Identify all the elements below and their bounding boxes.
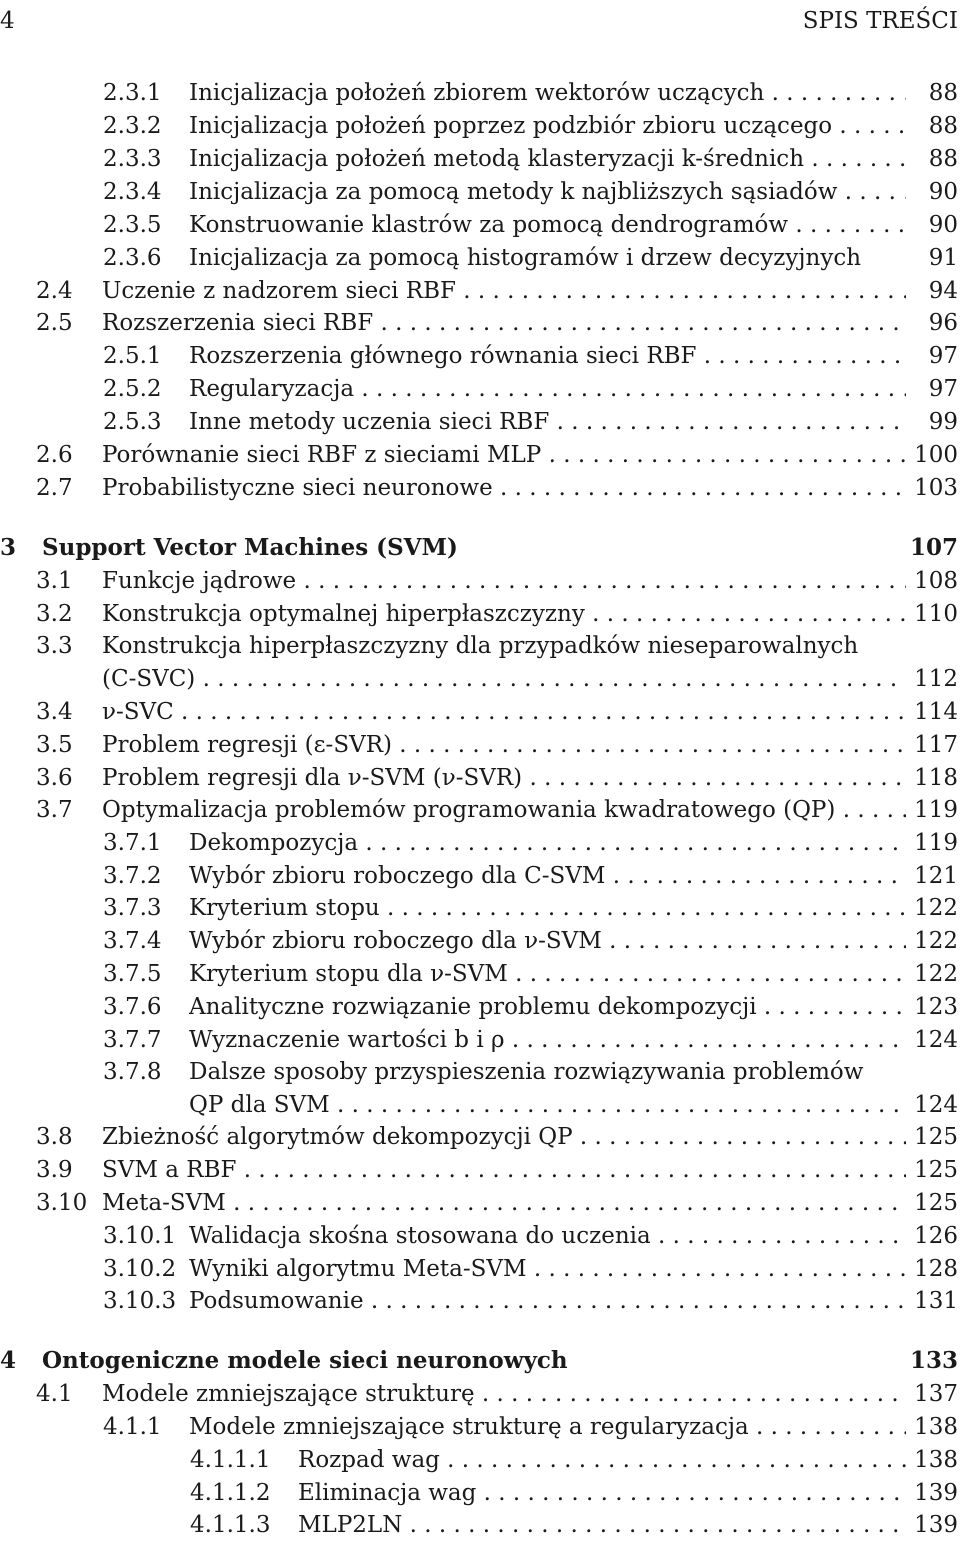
toc-entry-number: 3.7.5 xyxy=(103,961,162,987)
toc-entry-page: 88 xyxy=(928,146,958,172)
toc-entry-title: Rozszerzenia głównego równania sieci RBF . . . xyxy=(189,340,906,372)
toc-entry-title: Dalsze sposoby przyspieszenia rozwiązywania problemów xyxy=(189,1059,864,1085)
toc-entry[interactable] xyxy=(103,406,958,438)
toc-entry[interactable] xyxy=(190,1477,958,1509)
toc-entry-page: 100 xyxy=(914,442,958,468)
page-number: 4 xyxy=(0,8,15,34)
toc-entry-number: 2.3.2 xyxy=(103,113,162,139)
toc-entry[interactable] xyxy=(36,696,958,728)
toc-entry-title: Probabilistyczne sieci neuronowe . . . xyxy=(102,472,906,504)
toc-entry[interactable] xyxy=(103,340,958,372)
toc-entry-title: Dekompozycja . . . xyxy=(189,827,906,859)
toc-entry[interactable] xyxy=(103,209,958,241)
toc-entry[interactable] xyxy=(190,1509,958,1541)
toc-entry-number: 4.1.1 xyxy=(103,1414,162,1440)
toc-entry[interactable] xyxy=(103,110,958,142)
toc-entry-number: 3.7 xyxy=(36,797,73,823)
toc-entry[interactable] xyxy=(190,1444,958,1476)
toc-entry-title: Rozszerzenia sieci RBF . . . xyxy=(102,307,906,339)
toc-entry-title: Wyznaczenie wartości b i ρ . . . xyxy=(189,1024,906,1056)
toc-entry-page: 90 xyxy=(928,212,958,238)
toc-entry[interactable] xyxy=(103,143,958,175)
toc-entry-number: 2.3.4 xyxy=(103,179,162,205)
toc-entry-page: 139 xyxy=(914,1480,958,1506)
running-title: SPIS TREŚCI xyxy=(802,8,958,34)
toc-entry-page: 131 xyxy=(914,1288,958,1314)
toc-entry[interactable] xyxy=(36,1187,958,1219)
toc-entry-number: 3.7.7 xyxy=(103,1027,162,1053)
toc-entry[interactable] xyxy=(36,439,958,471)
toc-entry-title: Regularyzacja . . . xyxy=(189,373,906,405)
toc-entry-page: 91 xyxy=(928,245,958,271)
toc-entry-title: Konstrukcja hiperpłaszczyzny dla przypadków nieseparowalnych xyxy=(102,633,859,659)
toc-entry-number: 4.1.1.1 xyxy=(190,1447,271,1473)
toc-entry-title: Funkcje jądrowe . . . xyxy=(102,565,906,597)
toc-entry-title: MLP2LN . . . xyxy=(298,1509,906,1541)
toc-entry[interactable] xyxy=(103,1411,958,1443)
toc-entry[interactable] xyxy=(36,794,958,826)
toc-entry-page: 125 xyxy=(914,1124,958,1150)
toc-entry-number: 3.7.1 xyxy=(103,830,162,856)
toc-entry[interactable] xyxy=(103,827,958,859)
toc-entry-title: Eliminacja wag . . . xyxy=(298,1477,906,1509)
toc-entry-number: 3.5 xyxy=(36,732,73,758)
toc-entry-page: 97 xyxy=(928,343,958,369)
toc-entry-page: 125 xyxy=(914,1190,958,1216)
toc-entry-number: 2.3.6 xyxy=(103,245,162,271)
toc-entry[interactable] xyxy=(103,1056,958,1088)
toc-entry[interactable] xyxy=(103,176,958,208)
toc-entry-title: Inicjalizacja za pomocą metody k najbliższych sąsiadów . . . xyxy=(189,176,906,208)
toc-entry-page: 97 xyxy=(928,376,958,402)
toc-entry-title: Ontogeniczne modele sieci neuronowych xyxy=(42,1347,568,1374)
toc-entry-number: 3.7.8 xyxy=(103,1059,162,1085)
toc-entry-title: Modele zmniejszające strukturę . . . xyxy=(102,1378,906,1410)
toc-entry-page: 108 xyxy=(914,568,958,594)
toc-entry-page: 138 xyxy=(914,1414,958,1440)
toc-entry[interactable] xyxy=(103,958,958,990)
toc-entry-title: SVM a RBF . . . xyxy=(102,1154,906,1186)
toc-entry-page: 121 xyxy=(914,863,958,889)
toc-entry-title: Porównanie sieci RBF z sieciami MLP . . . xyxy=(102,439,906,471)
toc-entry-page: 122 xyxy=(914,928,958,954)
toc-entry-number: 3.10 xyxy=(36,1190,88,1216)
toc-entry-number: 2.4 xyxy=(36,278,73,304)
toc-entry-title: Kryterium stopu dla ν-SVM . . . xyxy=(189,958,906,990)
toc-entry-number: 3.8 xyxy=(36,1124,73,1150)
toc-entry-page: 88 xyxy=(928,80,958,106)
toc-entry-page: 138 xyxy=(914,1447,958,1473)
toc-entry[interactable] xyxy=(36,307,958,339)
toc-entry-title: Inne metody uczenia sieci RBF . . . xyxy=(189,406,906,438)
toc-entry-page: 94 xyxy=(928,278,958,304)
toc-entry[interactable] xyxy=(103,1220,958,1252)
toc-entry[interactable] xyxy=(103,991,958,1023)
toc-entry[interactable] xyxy=(103,1253,958,1285)
toc-entry-number: 3.7.3 xyxy=(103,895,162,921)
toc-entry-title: Modele zmniejszające strukturę a regularyzacja . . . xyxy=(189,1411,906,1443)
toc-entry-title: (C-SVC) . . . xyxy=(102,663,906,695)
toc-entry-number: 2.3.1 xyxy=(103,80,162,106)
toc-entry-number: 3.6 xyxy=(36,765,73,791)
toc-entry[interactable] xyxy=(103,892,958,924)
toc-entry-number: 2.5.3 xyxy=(103,409,162,435)
toc-entry-title: Zbieżność algorytmów dekompozycji QP . . . xyxy=(102,1121,906,1153)
toc-entry-number: 2.3.5 xyxy=(103,212,162,238)
toc-entry-number: 2.6 xyxy=(36,442,73,468)
toc-entry-title: Analityczne rozwiązanie problemu dekompozycji . . . xyxy=(189,991,906,1023)
toc-entry[interactable] xyxy=(36,598,958,630)
toc-entry[interactable] xyxy=(103,1089,958,1121)
toc-entry[interactable] xyxy=(36,1154,958,1186)
toc-entry-number: 2.3.3 xyxy=(103,146,162,172)
toc-entry-page: 122 xyxy=(914,895,958,921)
toc-entry[interactable] xyxy=(36,762,958,794)
toc-entry-page: 137 xyxy=(914,1381,958,1407)
toc-entry-title: Wybór zbioru roboczego dla C-SVM . . . xyxy=(189,860,906,892)
toc-entry-page: 96 xyxy=(928,310,958,336)
toc-entry-title: Rozpad wag . . . xyxy=(298,1444,906,1476)
toc-chapter[interactable] xyxy=(0,1345,958,1377)
toc-entry-page: 124 xyxy=(914,1092,958,1118)
toc-entry[interactable] xyxy=(36,472,958,504)
toc-entry-number: 3.7.6 xyxy=(103,994,162,1020)
toc-entry[interactable] xyxy=(36,630,958,662)
toc-entry-number: 4 xyxy=(0,1347,17,1374)
toc-entry-page: 119 xyxy=(914,830,958,856)
toc-entry-number: 3 xyxy=(0,534,17,561)
toc-entry[interactable] xyxy=(36,663,958,695)
toc-entry-number: 3.7.2 xyxy=(103,863,162,889)
toc-entry-title: Inicjalizacja za pomocą histogramów i drzew decyzyjnych xyxy=(189,245,862,271)
toc-entry-title: Problem regresji dla ν-SVM (ν-SVR) . . . xyxy=(102,762,906,794)
toc-entry-number: 3.4 xyxy=(36,699,73,725)
toc-entry-page: 117 xyxy=(914,732,958,758)
toc-entry-title: Inicjalizacja położeń poprzez podzbiór zbioru uczącego . . . xyxy=(189,110,906,142)
toc-entry-number: 2.5.2 xyxy=(103,376,162,402)
toc-entry-page: 125 xyxy=(914,1157,958,1183)
toc-entry-number: 3.3 xyxy=(36,633,73,659)
toc-entry-title: Walidacja skośna stosowana do uczenia . . . xyxy=(189,1220,906,1252)
toc-entry-number: 2.5 xyxy=(36,310,73,336)
toc-entry[interactable] xyxy=(103,242,958,274)
toc-entry-title: Konstrukcja optymalnej hiperpłaszczyzny . . . xyxy=(102,598,906,630)
toc-entry-page: 119 xyxy=(914,797,958,823)
toc-entry-page: 139 xyxy=(914,1512,958,1538)
toc-entry-number: 3.2 xyxy=(36,601,73,627)
toc-entry-title: Podsumowanie . . . xyxy=(189,1285,906,1317)
toc-entry-page: 90 xyxy=(928,179,958,205)
toc-entry-title: Kryterium stopu . . . xyxy=(189,892,906,924)
toc-entry-title: ν-SVC . . . xyxy=(102,696,906,728)
toc-entry-page: 123 xyxy=(914,994,958,1020)
toc-entry-title: Wybór zbioru roboczego dla ν-SVM . . . xyxy=(189,925,906,957)
toc-chapter[interactable] xyxy=(0,532,958,564)
toc-entry-title: Problem regresji (ε-SVR) . . . xyxy=(102,729,906,761)
toc-entry[interactable] xyxy=(103,77,958,109)
toc-entry-page: 126 xyxy=(914,1223,958,1249)
toc-entry[interactable] xyxy=(103,1024,958,1056)
toc-entry-title: QP dla SVM . . . xyxy=(189,1089,906,1121)
toc-entry-page: 128 xyxy=(914,1256,958,1282)
toc-entry-number: 2.7 xyxy=(36,475,73,501)
toc-entry-number: 4.1.1.2 xyxy=(190,1480,271,1506)
toc-entry-number: 4.1 xyxy=(36,1381,73,1407)
toc-entry-page: 122 xyxy=(914,961,958,987)
toc-entry-page: 124 xyxy=(914,1027,958,1053)
toc-entry-number: 2.5.1 xyxy=(103,343,162,369)
toc-entry[interactable] xyxy=(103,860,958,892)
toc-entry-title: Support Vector Machines (SVM) xyxy=(42,534,458,561)
toc-entry-page: 88 xyxy=(928,113,958,139)
toc-entry[interactable] xyxy=(36,565,958,597)
toc-entry[interactable] xyxy=(36,275,958,307)
toc-entry-number: 3.10.3 xyxy=(103,1288,177,1314)
toc-entry[interactable] xyxy=(103,925,958,957)
toc-entry-page: 112 xyxy=(914,666,958,692)
toc-entry[interactable] xyxy=(36,1121,958,1153)
toc-entry[interactable] xyxy=(103,1285,958,1317)
toc-entry-title: Inicjalizacja położeń metodą klasteryzacji k-średnich . . . xyxy=(189,143,906,175)
toc-entry-page: 133 xyxy=(909,1347,958,1374)
toc-entry-number: 3.7.4 xyxy=(103,928,162,954)
toc-entry-page: 118 xyxy=(914,765,958,791)
toc-entry-page: 114 xyxy=(914,699,958,725)
toc-entry-title: Meta-SVM . . . xyxy=(102,1187,906,1219)
toc-entry-number: 3.9 xyxy=(36,1157,73,1183)
toc-entry-title: Optymalizacja problemów programowania kwadratowego (QP) . . . xyxy=(102,794,906,826)
toc-entry[interactable] xyxy=(36,729,958,761)
toc-entry-title: Konstruowanie klastrów za pomocą dendrogramów . . . xyxy=(189,209,906,241)
toc-entry-number: 4.1.1.3 xyxy=(190,1512,271,1538)
toc-entry-number: 3.10.1 xyxy=(103,1223,177,1249)
toc-entry-title: Uczenie z nadzorem sieci RBF . . . xyxy=(102,275,906,307)
toc-entry[interactable] xyxy=(36,1378,958,1410)
toc-entry-number: 3.1 xyxy=(36,568,73,594)
toc-entry[interactable] xyxy=(103,373,958,405)
toc-entry-page: 110 xyxy=(914,601,958,627)
toc-entry-page: 107 xyxy=(909,534,958,561)
toc-entry-title: Inicjalizacja położeń zbiorem wektorów uczących . . . xyxy=(189,77,906,109)
toc-entry-page: 103 xyxy=(914,475,958,501)
toc-entry-number: 3.10.2 xyxy=(103,1256,177,1282)
toc-entry-page: 99 xyxy=(928,409,958,435)
toc-entry-title: Wyniki algorytmu Meta-SVM . . . xyxy=(189,1253,906,1285)
